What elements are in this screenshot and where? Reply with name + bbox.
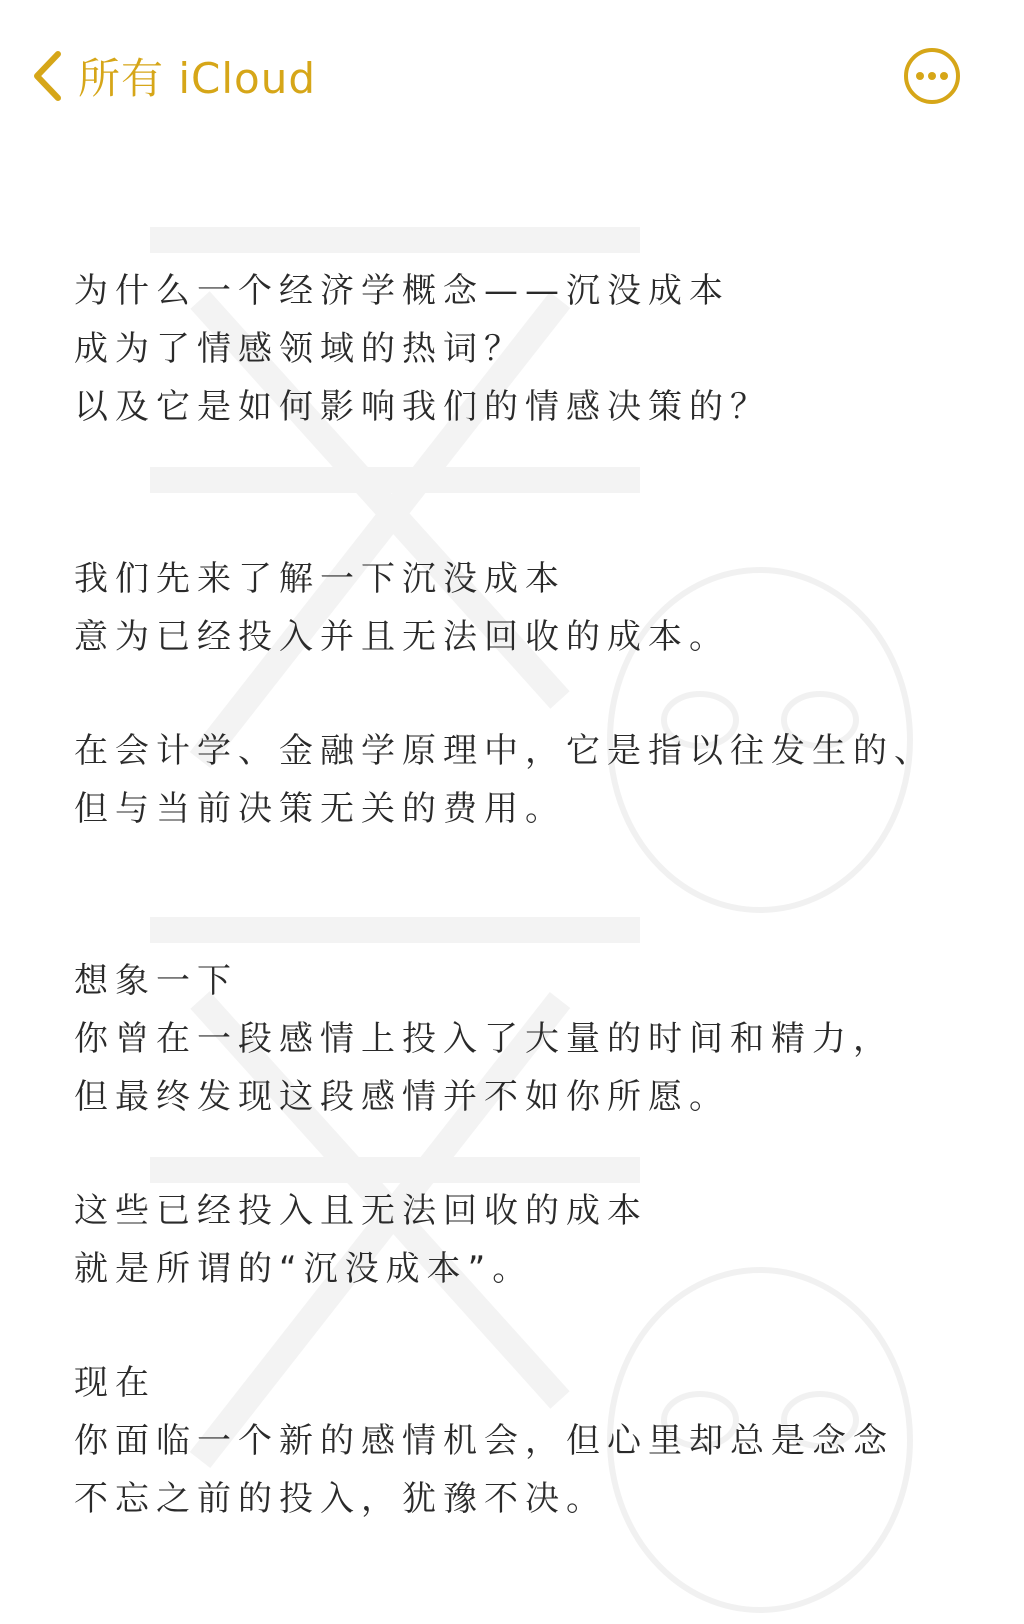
paragraph-gap bbox=[74, 1126, 974, 1182]
text-line: 成为了情感领域的热词？ bbox=[74, 329, 525, 369]
paragraph-gap bbox=[74, 838, 974, 952]
note-paragraph bbox=[74, 1354, 974, 1528]
note-paragraph bbox=[74, 262, 974, 436]
navigation-bar bbox=[0, 0, 1024, 150]
text-line: 在会计学、金融学原理中，它是指以往发生的、 bbox=[74, 731, 935, 771]
text-line: 为什么一个经济学概念——沉没成本 bbox=[74, 271, 730, 311]
text-line: 你面临一个新的感情机会，但心里却总是念念 bbox=[74, 1421, 894, 1461]
text-line: 我们先来了解一下沉没成本 bbox=[74, 559, 566, 599]
paragraph-gap bbox=[74, 1298, 974, 1354]
note-paragraph bbox=[74, 952, 974, 1126]
text-line: 不忘之前的投入，犹豫不决。 bbox=[74, 1479, 607, 1519]
text-line: 意为已经投入并且无法回收的成本。 bbox=[74, 617, 730, 657]
text-line: 但与当前决策无关的费用。 bbox=[74, 789, 566, 829]
ellipsis-circle-icon bbox=[902, 46, 962, 106]
text-line: 想象一下 bbox=[74, 961, 238, 1001]
note-paragraph bbox=[74, 722, 974, 838]
text-line: 但最终发现这段感情并不如你所愿。 bbox=[74, 1077, 730, 1117]
back-button[interactable] bbox=[30, 46, 316, 106]
chevron-left-icon bbox=[30, 49, 64, 103]
text-line: 以及它是如何影响我们的情感决策的？ bbox=[74, 387, 771, 427]
note-paragraph bbox=[74, 550, 974, 666]
paragraph-gap bbox=[74, 666, 974, 722]
text-line: 就是所谓的“沉没成本”。 bbox=[74, 1249, 534, 1289]
text-line: 你曾在一段感情上投入了大量的时间和精力， bbox=[74, 1019, 894, 1059]
text-line: 这些已经投入且无法回收的成本 bbox=[74, 1191, 648, 1231]
back-label: 所有 iCloud bbox=[78, 54, 316, 103]
paragraph-gap bbox=[74, 436, 974, 550]
text-line: 现在 bbox=[74, 1363, 156, 1403]
more-button[interactable] bbox=[902, 46, 962, 106]
note-body[interactable] bbox=[74, 262, 974, 1528]
note-paragraph bbox=[74, 1182, 974, 1298]
